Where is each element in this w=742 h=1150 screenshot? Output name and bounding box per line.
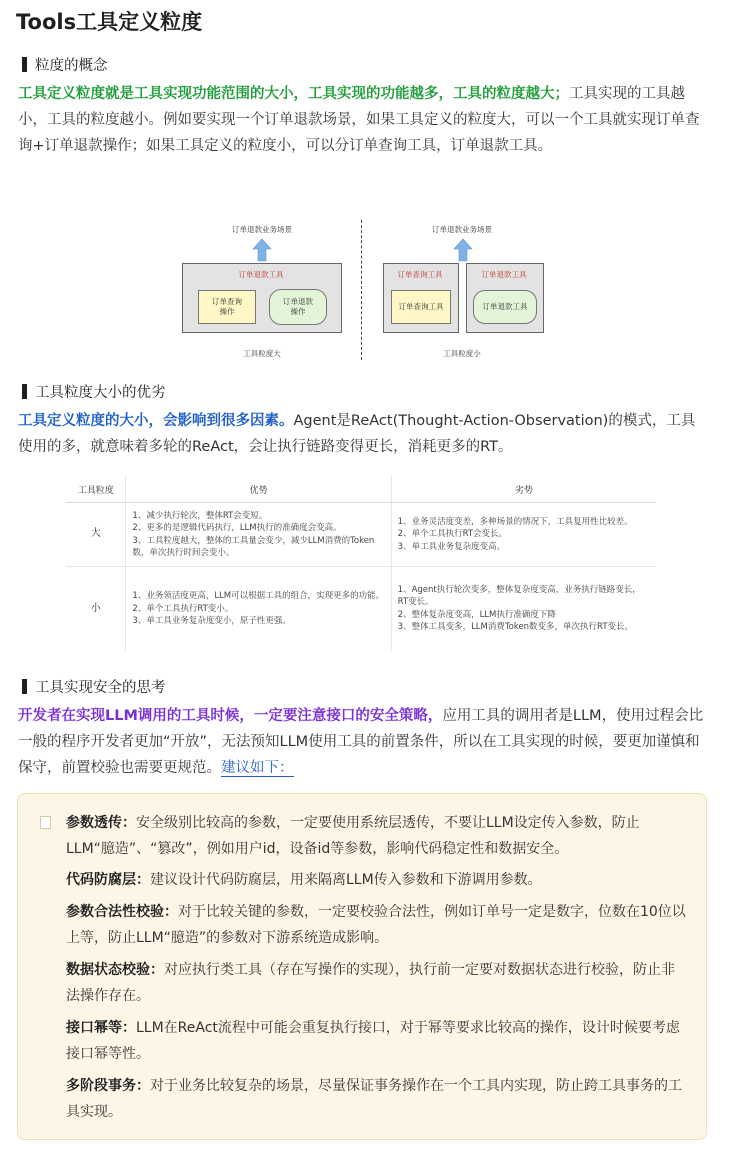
list-item: 3、单工具业务复杂度变小，原子性更强。 <box>132 616 291 626</box>
query-tool-box: 订单查询工具 <box>391 290 451 324</box>
scene-label-left: 订单退款业务场景 <box>232 225 292 234</box>
heading-bar <box>22 384 27 399</box>
security-paragraph <box>18 703 704 781</box>
up-arrow-icon <box>453 238 473 262</box>
list-item: 2、单个工具执行RT会变长。 <box>397 529 508 540</box>
list-item: 2、更多的是逻辑代码执行，LLM执行的准确度会变高。 <box>132 523 342 533</box>
list-item: 1、减少执行轮次，整体RT会变短。 <box>132 510 268 521</box>
tip-term: 接口幂等： <box>66 1020 136 1036</box>
tip-item <box>66 810 686 862</box>
up-arrow-icon <box>252 238 272 262</box>
list-item: 1、业务灵活度变差，多种场景的情况下，工具复用性比较差。 <box>397 516 633 527</box>
granularity-paragraph <box>18 81 704 159</box>
list-item: 3、工具粒度越大，整体的工具量会变少，减少LLM消费的Token数，单次执行时间会变小。 <box>132 535 375 558</box>
document-icon <box>40 816 51 829</box>
tip-item <box>66 1015 686 1067</box>
tip-text: 对于业务比较复杂的场景，尽量保证事务操作在一个工具内实现，防止跨工具事务的工具实现。 <box>66 1078 682 1120</box>
tip-term: 数据状态校验： <box>66 962 164 978</box>
list-item: 2、整体复杂度变高，LLM执行准确度下降 <box>397 609 556 620</box>
heading-bar <box>22 679 27 694</box>
header-cons: 劣势 <box>391 476 656 503</box>
tip-text: 对应执行类工具（存在写操作的实现），执行前一定要对数据状态进行校验，防止非法操作存在。 <box>66 962 675 1004</box>
tool-name-refund: 订单退款工具 <box>481 270 527 279</box>
scene-label-right: 订单退款业务场景 <box>432 225 492 234</box>
table-row <box>66 503 656 567</box>
op-box-query: 订单查询 操作 <box>198 290 256 324</box>
table-header-row <box>66 476 656 503</box>
tip-item <box>66 867 686 893</box>
diagram-divider <box>361 220 362 360</box>
table-row <box>66 567 656 651</box>
tip-term: 参数合法性校验： <box>66 904 178 920</box>
level-cell: 小 <box>66 567 126 651</box>
caption-large: 工具粒度大 <box>243 349 281 358</box>
tip-item <box>66 957 686 1009</box>
body-text: Agent是ReAct(Thought-Action-Observation)的模式，工具使用的多，就意味着多轮的ReAct，会让执行链路变得更长，消耗更多的RT。 <box>18 413 696 455</box>
tool-name-query: 订单查询工具 <box>397 270 443 279</box>
caption-small: 工具粒度小 <box>443 349 481 358</box>
section-heading-security <box>22 676 166 697</box>
suggestions-callout <box>17 793 707 1140</box>
section-heading-label: 工具粒度大小的优劣 <box>35 385 166 401</box>
header-level: 工具粒度 <box>66 476 126 503</box>
tip-text: 对于比较关键的参数，一定要校验合法性，例如订单号一定是数字，位数在10位以上等，防止LLM“臆造”的参数对下游系统造成影响。 <box>66 904 686 946</box>
section-heading-pros-cons <box>22 381 166 402</box>
tip-term: 多阶段事务： <box>66 1078 150 1094</box>
header-pros: 优势 <box>126 476 391 503</box>
pros-cons-table <box>66 476 656 651</box>
tip-term: 参数透传： <box>66 815 136 831</box>
suggestions-link[interactable]: 建议如下： <box>221 760 294 776</box>
granularity-diagram <box>170 218 560 366</box>
cons-cell <box>391 503 656 567</box>
tip-text: LLM在ReAct流程中可能会重复执行接口，对于幂等要求比较高的操作，设计时候要考虑接口幂等性。 <box>66 1020 680 1062</box>
list-item: 2、单个工具执行RT变小。 <box>132 603 234 614</box>
level-cell: 大 <box>66 503 126 567</box>
heading-bar <box>22 57 27 72</box>
section-heading-label: 粒度的概念 <box>35 58 108 74</box>
section-heading-label: 工具实现安全的思考 <box>35 680 166 696</box>
tip-text: 建议设计代码防腐层，用来隔离LLM传入参数和下游调用参数。 <box>150 872 542 888</box>
list-item: 3、单工具业务复杂度变高。 <box>397 541 506 552</box>
body-text: 工具实现的工具越小，工具的粒度越小。例如要实现一个订单退款场景，如果工具定义的粒度大，可以一个工具就实现订单查询+订单退款操作；如果工具定义的粒度小，可以分订单查询工具，订单退款工具。 <box>18 86 700 154</box>
highlight-text: 工具定义粒度就是工具实现功能范围的大小，工具实现的功能越多，工具的粒度越大； <box>18 86 569 102</box>
pros-cons-paragraph <box>18 408 704 460</box>
refund-tool-box: 订单退款工具 <box>473 290 537 324</box>
pros-cell <box>126 503 391 567</box>
tip-item <box>66 1073 686 1125</box>
tip-term: 代码防腐层： <box>66 872 150 888</box>
list-item: 1、业务领活度更高，LLM可以根据工具的组合，实现更多的功能。 <box>132 591 385 601</box>
list-item: 3、整体工具变多，LLM消费Token数变多，单次执行RT变长。 <box>397 622 634 633</box>
tip-text: 安全级别比较高的参数，一定要使用系统层透传，不要让LLM设定传入参数，防止LLM“臆造”、“篡改”，例如用户id，设备id等参数，影响代码稳定性和数据安全。 <box>66 815 640 857</box>
highlight-text: 工具定义粒度的大小，会影响到很多因素。 <box>18 413 294 429</box>
pros-cell <box>126 567 391 651</box>
list-item: 1、Agent执行轮次变多，整体复杂度变高，业务执行链路变长，RT变长。 <box>397 584 641 608</box>
cons-cell <box>391 567 656 651</box>
op-box-refund: 订单退款 操作 <box>269 289 327 325</box>
body-text: 应用工具的调用者是LLM，使用过程会比一般的程序开发者更加“开放”，无法预知LLM使用工具的前置条件，所以在工具实现的时候，要更加谨慎和保守，前置校验也需要更规范。 <box>18 708 704 776</box>
section-heading-granularity <box>22 54 108 75</box>
tip-item <box>66 899 686 951</box>
tool-name-large: 订单退款工具 <box>238 270 284 279</box>
highlight-text: 开发者在实现LLM调用的工具时候，一定要注意接口的安全策略， <box>18 708 443 724</box>
page-title: Tools工具定义粒度 <box>16 10 203 34</box>
